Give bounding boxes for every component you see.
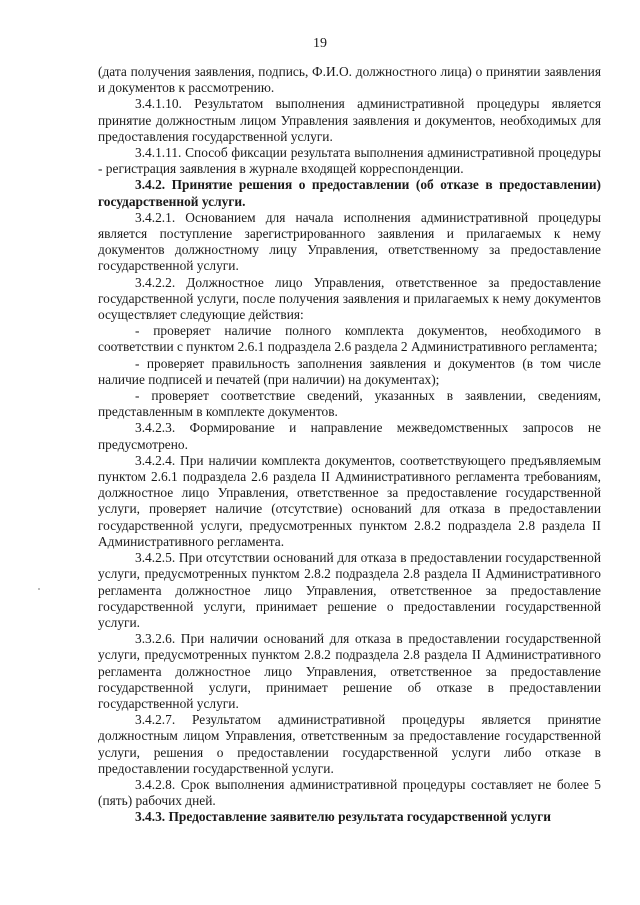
scan-speck: [38, 588, 40, 590]
paragraph-3-4-2-5: 3.4.2.5. При отсутствии оснований для отказа в предоставлении государственной услуги, предусмотренных пунктом 2.8.2 подраздела 2.8 раздела II Административного регламента должностное лицо Управления, ответственное за предоставление государственной услуги, принимает решение о предоставлении государственной услуги.: [98, 550, 601, 630]
list-item-check-completeness: - проверяет наличие полного комплекта документов, необходимого в соответствии с пунктом 2.6.1 подраздела 2.6 раздела 2 Административного регламента;: [98, 323, 601, 355]
document-body: [98, 64, 601, 826]
paragraph-3-3-2-6: 3.3.2.6. При наличии оснований для отказа в предоставлении государственной услуги, предусмотренных пунктом 2.8.2 подраздела 2.8 раздела II Административного регламента должностное лицо Управления, ответственное за предоставление государственной услуги, принимает решение об отказе в предоставлении государственной услуги.: [98, 631, 601, 711]
paragraph-3-4-2-1: 3.4.2.1. Основанием для начала исполнения административной процедуры является поступление зарегистрированного заявления и прилагаемых к нему документов должностному лицу Управления, ответственному за предоставление государственной услуги.: [98, 209, 601, 274]
list-item-check-correctness: - проверяет правильность заполнения заявления и документов (в том числе наличие подписей и печатей (при наличии) на документах);: [98, 355, 601, 387]
section-heading-3-4-2: 3.4.2. Принятие решения о предоставлении (об отказе в предоставлении) государственной услуги.: [98, 177, 601, 209]
paragraph-continuation: (дата получения заявления, подпись, Ф.И.О. должностного лица) о принятии заявления и документов к рассмотрению.: [98, 64, 601, 96]
page-number: 19: [313, 36, 327, 51]
paragraph-3-4-2-8: 3.4.2.8. Срок выполнения административной процедуры составляет не более 5 (пять) рабочих дней.: [98, 776, 601, 809]
paragraph-3-4-2-7: 3.4.2.7. Результатом административной процедуры является принятие должностным лицом Управления, ответственным за предоставление государственной услуги, решения о предоставлении государственной услуги либо отказе в предоставлении государственной услуги.: [98, 712, 601, 776]
paragraph-3-4-2-3: 3.4.2.3. Формирование и направление межведомственных запросов не предусмотрено.: [98, 420, 601, 452]
section-heading-3-4-3: 3.4.3. Предоставление заявителю результата государственной услуги: [135, 809, 551, 825]
paragraph-3-4-2-4: 3.4.2.4. При наличии комплекта документов, соответствующего предъявляемым пунктом 2.6.1 подраздела 2.6 раздела II Административного регламента требованиям, должностное лицо Управления, ответственное за предоставление государственной услуги, проверяет наличие (отсутствие) оснований для отказа в предоставлении государственной услуги, предусмотренных пунктом 2.8.2 подраздела 2.8 раздела II Административного регламента.: [98, 452, 601, 549]
list-item-check-consistency: - проверяет соответствие сведений, указанных в заявлении, сведениям, представленным в комплекте документов.: [98, 388, 601, 420]
paragraph-3-4-2-2: 3.4.2.2. Должностное лицо Управления, ответственное за предоставление государственной услуги, после получения заявления и прилагаемых к нему документов осуществляет следующие действия:: [98, 274, 601, 323]
paragraph-3-4-1-10: 3.4.1.10. Результатом выполнения административной процедуры является принятие должностным лицом Управления заявления и документов, необходимых для предоставления государственной услуги.: [98, 96, 601, 144]
paragraph-3-4-1-11: 3.4.1.11. Способ фиксации результата выполнения административной процедуры - регистрация заявления в журнале входящей корреспонденции.: [98, 145, 601, 177]
